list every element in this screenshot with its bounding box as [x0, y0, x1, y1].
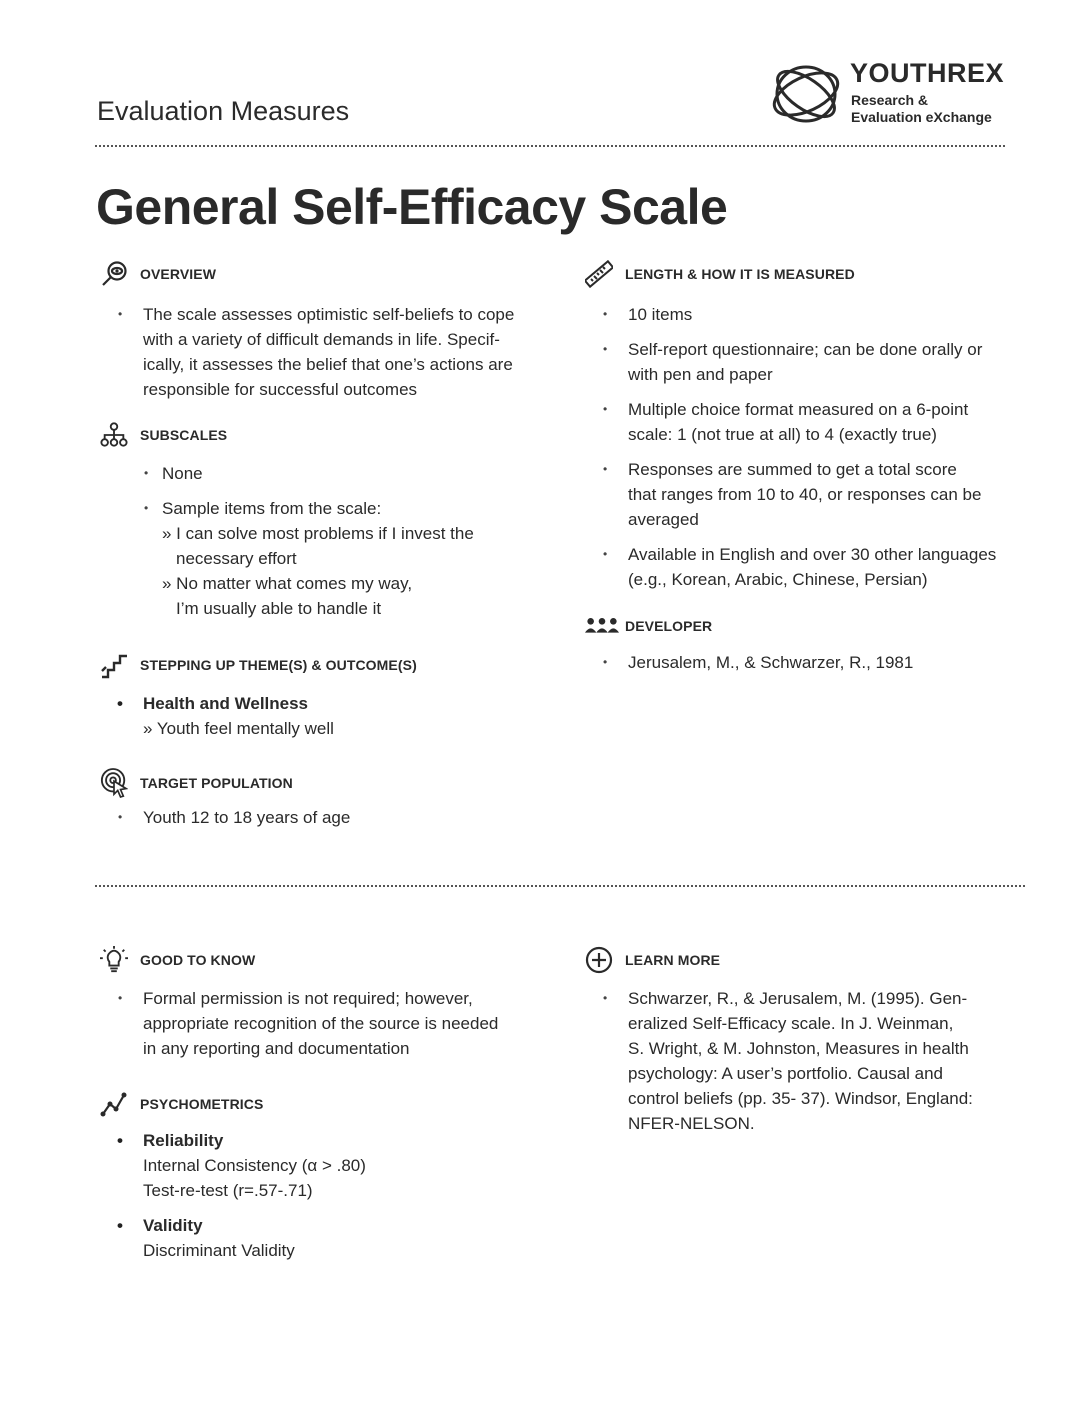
header-divider	[95, 145, 1005, 147]
length-item: • Self-report questionnaire; can be done orally or with pen and paper	[585, 337, 1025, 387]
good-to-know-text: • Formal permission is not required; however, appropriate recognition of the source is needed in any reporting and documentation	[100, 986, 570, 1061]
length-section	[585, 260, 1025, 592]
themes-section	[100, 651, 570, 741]
validity-item: • Validity Discriminant Validity	[100, 1213, 570, 1263]
length-item: • Multiple choice format measured on a 6-point scale: 1 (not true at all) to 4 (exactly true)	[585, 397, 1025, 447]
subscales-heading: SUBSCALES	[100, 421, 570, 449]
length-item: • Responses are summed to get a total score that ranges from 10 to 40, or responses can be averaged	[585, 457, 1025, 532]
page-title: General Self-Efficacy Scale	[96, 179, 728, 235]
ruler-icon	[585, 260, 613, 288]
developer-heading: DEVELOPER	[585, 612, 1025, 640]
target-section	[100, 769, 570, 830]
org-chart-icon	[100, 421, 128, 449]
good-to-know-section	[100, 946, 570, 1061]
line-graph-icon	[100, 1090, 128, 1118]
orbit-logo-icon	[768, 56, 844, 132]
plus-circle-icon	[585, 946, 613, 974]
target-item: • Youth 12 to 18 years of age	[100, 805, 570, 830]
section-divider	[95, 885, 1025, 887]
target-cursor-icon	[100, 769, 128, 797]
youthrex-logo	[768, 54, 1018, 134]
subscale-item: • None	[100, 461, 570, 486]
themes-heading: STEPPING UP THEME(S) & OUTCOME(S)	[100, 651, 570, 679]
psychometrics-section	[100, 1090, 570, 1263]
developer-item: • Jerusalem, M., & Schwarzer, R., 1981	[585, 650, 1025, 675]
reliability-item: • Reliability Internal Consistency (α > .80) Test-re-test (r=.57-.71)	[100, 1128, 570, 1203]
people-group-icon	[585, 612, 619, 640]
length-heading: LENGTH & HOW IT IS MEASURED	[585, 260, 1025, 288]
logo-brand: YOUTHREX	[850, 58, 1005, 88]
page-kicker: Evaluation Measures	[97, 96, 350, 126]
learn-more-heading: LEARN MORE	[585, 946, 1025, 974]
length-item: • 10 items	[585, 302, 1025, 327]
learn-more-section	[585, 946, 1025, 1136]
magnifier-eye-icon	[100, 260, 128, 288]
target-heading: TARGET POPULATION	[100, 769, 570, 797]
lightbulb-icon	[100, 946, 128, 974]
psychometrics-heading: PSYCHOMETRICS	[100, 1090, 570, 1118]
logo-tagline: Research & Evaluation eXchange	[851, 92, 992, 125]
theme-item: • Health and Wellness » Youth feel mentally well	[100, 691, 570, 741]
subscales-section	[100, 421, 570, 621]
stairs-icon	[100, 651, 128, 679]
length-item: • Available in English and over 30 other languages (e.g., Korean, Arabic, Chinese, Persian)	[585, 542, 1025, 592]
overview-heading: OVERVIEW	[100, 260, 570, 288]
learn-more-reference: • Schwarzer, R., & Jerusalem, M. (1995). Gen- eralized Self-Efficacy scale. In J. Weinman, S. Wright, & M. Johnston, Measures in health psychology: A user’s portfolio. Causal and control beliefs (pp. 35- 37). Windsor, England: NFER-NELSON.	[585, 986, 1025, 1136]
sample-items: • Sample items from the scale: » I can solve most problems if I invest the necessary effort » No matter what comes my way, I’m usually able to handle it	[100, 496, 570, 621]
developer-section	[585, 612, 1025, 675]
overview-text: • The scale assesses optimistic self-beliefs to cope with a variety of difficult demands in life. Specif- ically, it assesses the belief that one’s actions are responsible for successful outcomes	[100, 302, 570, 402]
overview-section	[100, 260, 570, 402]
good-to-know-heading: GOOD TO KNOW	[100, 946, 570, 974]
